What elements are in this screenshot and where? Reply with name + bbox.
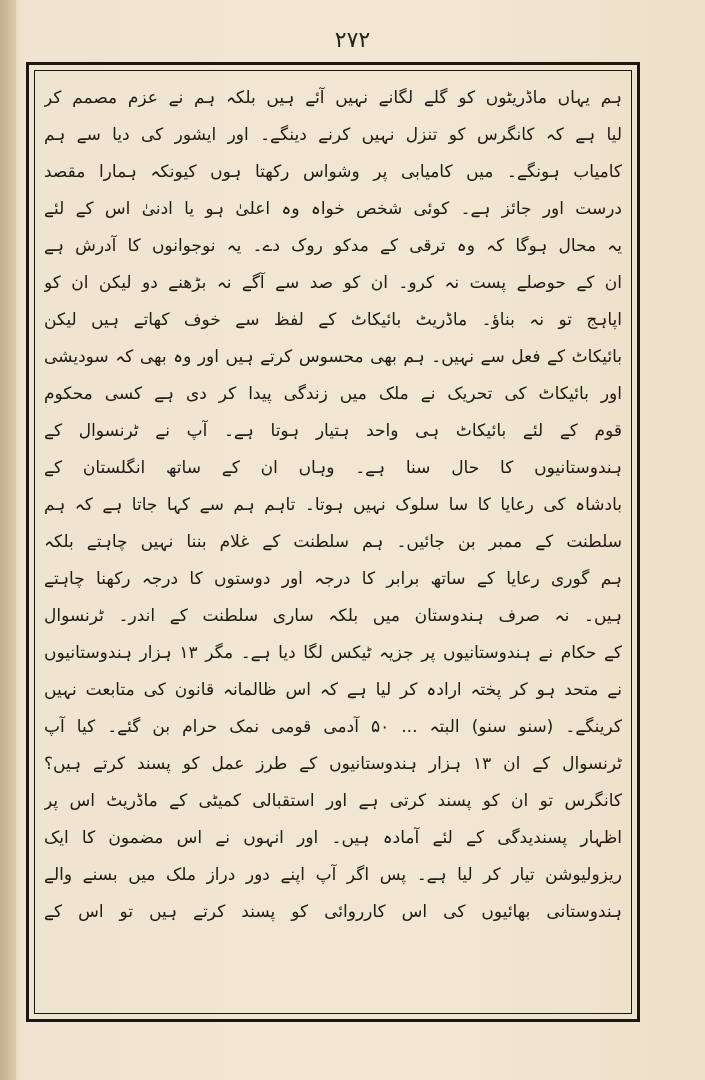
text-line: درست اور جائز ہے۔ کوئی شخص خواہ وہ اعلیٰ ہو یا ادنیٰ اس کے لئے — [44, 199, 622, 219]
text-line: کانگرس تو ان کو پسند کرتی ہے اور استقبالی کمیٹی کے ماڈریٹ اس پر — [44, 791, 622, 811]
text-line: کامیاب ہونگے۔ میں کامیابی پر وشواس رکھتا ہوں کیونکہ ہمارا مقصد — [44, 162, 622, 182]
text-line: ہم یہاں ماڈریٹوں کو گلے لگانے نہیں آئے ہیں بلکہ ہم نے عزم مصمم کر — [44, 88, 622, 108]
text-line: ہندوستانی بھائیوں کی اس کارروائی کو پسند کرتے ہیں تو اس کے — [44, 902, 622, 922]
text-line: سلطنت کے ممبر بن جائیں۔ ہم سلطنت کے غلام بننا نہیں چاہتے بلکہ — [44, 532, 622, 552]
page-binding-edge — [0, 0, 16, 1080]
text-line: لیا ہے کہ کانگرس کو تنزل نہیں کرنے دینگے۔ اور ایشور کی دیا سے ہم — [44, 125, 622, 145]
text-line: اور بائیکاٹ کی تحریک نے ملک میں زندگی پیدا کر دی ہے کسی محکوم — [44, 384, 622, 404]
text-line: ہیں۔ نہ صرف ہندوستان میں بلکہ ساری سلطنت کے اندر۔ ٹرنسوال — [44, 606, 622, 626]
text-line: قوم کے لئے بائیکاٹ ہی واحد ہتیار ہوتا ہے۔ آپ نے ٹرنسوال کے — [44, 421, 622, 441]
text-line: ٹرنسوال کے ان ۱۳ ہزار ہندوستانیوں کے طرز عمل کو پسند کرتے ہیں؟ — [44, 754, 622, 774]
text-line: بادشاہ کی رعایا کا سا سلوک نہیں ہوتا۔ تاہم ہم سے کہا جاتا ہے کہ ہم — [44, 495, 622, 515]
text-line: کرینگے۔ (سنو سنو) البتہ ... ۵۰ آدمی قومی نمک حرام بن گئے۔ کیا آپ — [44, 717, 622, 737]
text-line: یہ محال ہوگا کہ وہ ترقی کے مدکو روک دے۔ یہ نوجوانوں کا آدرش ہے — [44, 236, 622, 256]
text-line: بائیکاٹ کے فعل سے نہیں۔ ہم بھی محسوس کرتے ہیں اور وہ بھی کہ سودیشی — [44, 347, 622, 367]
urdu-body-text — [44, 80, 622, 1004]
text-line: کے حکام نے ہندوستانیوں پر جزیہ ٹیکس لگا دیا ہے۔ مگر ۱۳ ہزار ہندوستانیوں — [44, 643, 622, 663]
text-line: ہم گوری رعایا کے ساتھ برابر کا درجہ اور دوستوں کا درجہ رکھنا چاہتے — [44, 569, 622, 589]
text-line: اظہار پسندیدگی کے لئے آمادہ ہیں۔ اور انہوں نے اس مضمون کا ایک — [44, 828, 622, 848]
text-line: نے متحد ہو کر پختہ ارادہ کر لیا ہے کہ اس ظالمانہ قانون کی متابعت نہیں — [44, 680, 622, 700]
page-number: ۲۷۲ — [334, 28, 371, 53]
text-line: اپاہج تو نہ بناؤ۔ ماڈریٹ بائیکاٹ کے لفظ سے خوف کھاتے ہیں لیکن — [44, 310, 622, 330]
text-line: ریزولیوشن تیار کر لیا ہے۔ پس اگر آپ اپنے دور دراز ملک میں بسنے والے — [44, 865, 622, 885]
text-line: ان کے حوصلے پست نہ کرو۔ ان کو صد سے آگے نہ بڑھنے دو لیکن ان کو — [44, 273, 622, 293]
text-line: ہندوستانیوں کا حال سنا ہے۔ وہاں ان کے ساتھ انگلستان کے — [44, 458, 622, 478]
